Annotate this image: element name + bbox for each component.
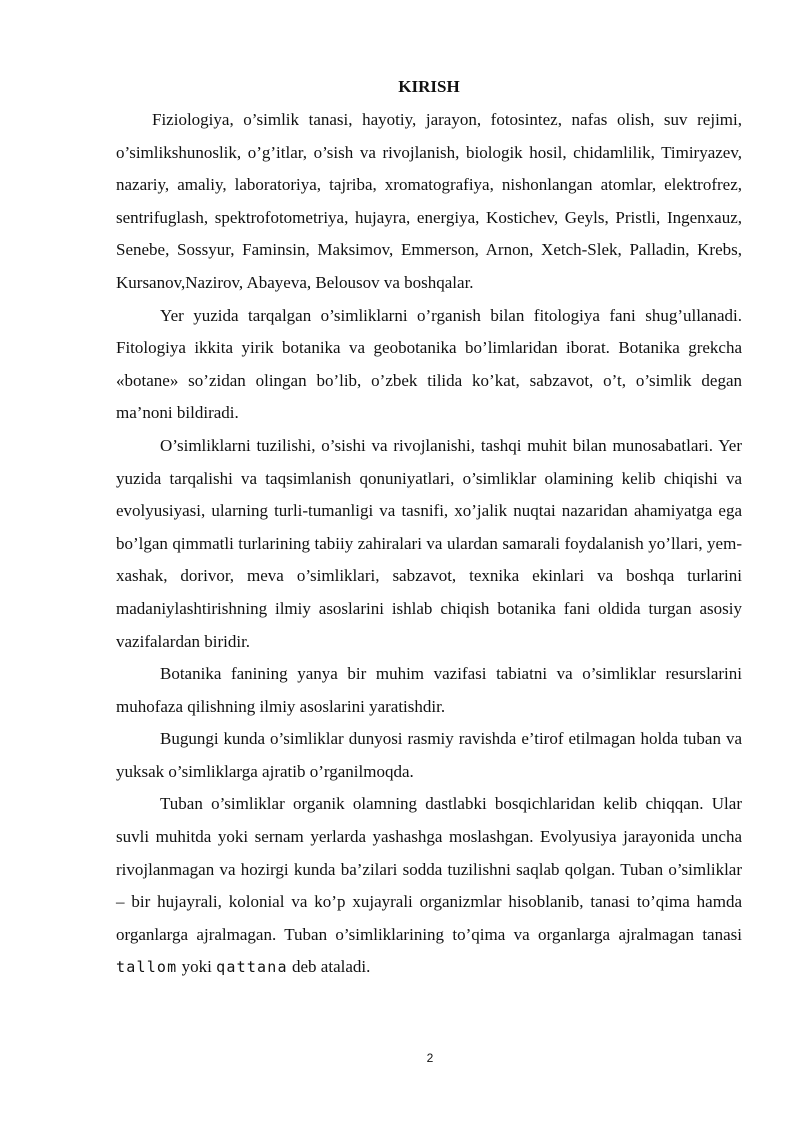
term-qattana: qattana bbox=[216, 958, 288, 977]
paragraph-text-after: deb ataladi. bbox=[287, 957, 371, 977]
document-title: KIRISH bbox=[398, 77, 460, 96]
term-tallom: tallom bbox=[116, 958, 178, 977]
paragraph-plant-classification: Bugungi kunda o’simliklar dunyosi rasmiy ravishda e’tirof etilmagan holda tuban va yuksak o’simliklarga ajratib o’rganilmoqda. bbox=[116, 729, 742, 781]
paragraph-lower-plants bbox=[116, 788, 742, 984]
document-page bbox=[116, 74, 742, 984]
paragraph-phytology: Yer yuzida tarqalgan o’simliklarni o’rganish bilan fitologiya fani shug’ullanadi. Fitologiya ikkita yirik botanika va geobotanika bo’limlaridan iborat. Botanika grekcha «botane» so’zidan olingan bo’lib, o’zbek tilida ko’kat, sabzavot, o’t, o’simlik degan ma’noni bildiradi. bbox=[116, 305, 742, 423]
paragraph-botany-tasks: O’simliklarni tuzilishi, o’sishi va rivojlanishi, tashqi muhit bilan munosabatlari. Yer yuzida tarqalishi va taqsimlanish qonuniyatlari, o’simliklar olamining kelib chiqishi va evolyusiyasi, ularning turli-tumanligi va tasnifi, xo’jalik nuqtai nazaridan ahamiyatga ega bo’lgan qimmatli turlarining tabiiy zahiralari va ulardan samarali foydalanish yo’llari, yem-xashak, dorivor, meva o’simliklari, sabzavot, texnika ekinlari va boshqa turlarini madaniylashtirishning ilmiy asoslarini ishlab chiqish botanika fani oldida turgan asosiy vazifalardan biridir. bbox=[116, 435, 742, 651]
paragraph-keywords: Fiziologiya, o’simlik tanasi, hayotiy, jarayon, fotosintez, nafas olish, suv rejimi, o’simlikshunoslik, o’g’itlar, o’sish va rivojlanish, biologik hosil, chidamlilik, Timiryazev, nazariy, amaliy, laboratoriya, tajriba, xromatografiya, nishonlangan atomlar, elektrofrez, sentrifuglash, spektrofotometriya, hujayra, energiya, Kostichev, Geyls, Pristli, Ingenxauz, Senebe, Sossyur, Faminsin, Maksimov, Emmerson, Arnon, Xetch-Slek, Palladin, Krebs, Kursanov,Nazirov, Abayeva, Belousov va boshqalar. bbox=[116, 110, 742, 292]
paragraph-text-before: Tuban o’simliklar organik olamning dastlabki bosqichlaridan kelib chiqqan. Ular suvli muhitda yoki sernam yerlarda yashashga moslashgan. Evolyusiya jarayonida uncha rivojlanmagan va hozirgi kunda ba’zilari sodda tuzilishni saqlab qolgan. Tuban o’simliklar – bir hujayrali, kolonial va ko’p xujayrali organizmlar hisoblanib, tanasi to’qima hamda organlarga ajralmagan. Tuban o’simliklarining to’qima va organlarga ajralmagan tanasi bbox=[116, 794, 742, 944]
paragraph-text-middle: yoki bbox=[177, 957, 217, 977]
page-number: 2 bbox=[426, 1051, 434, 1065]
paragraph-resource-protection: Botanika fanining yanya bir muhim vazifasi tabiatni va o’simliklar resurslarini muhofaza qilishning ilmiy asoslarini yaratishdir. bbox=[116, 664, 742, 716]
